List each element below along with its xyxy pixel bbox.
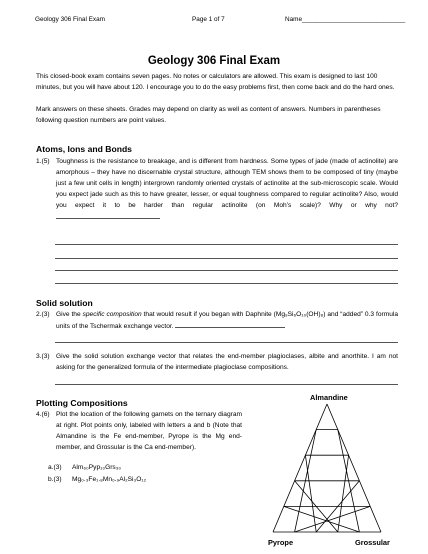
question-2-text: Give the specific composition that would result if you began with Daphnite (Mg₉Si₆O₁₀(OH)₈) and “added” 0.3 formula units of the Tschermak exchange vector.	[56, 311, 398, 331]
ternary-gridline	[338, 455, 349, 532]
question-2-emphasis: specific composition	[82, 311, 142, 318]
question-4b-formula: Mg₀.₃Fe₁.₈Mn₀.₉Al₂Si₃O₁₂	[72, 476, 147, 483]
question-3-text: Give the solid solution exchange vector that relates the end-member plagioclases, albite and anorthite. I am not asking for the generalized formula of the intermediate plagioclase compositions.	[56, 353, 398, 372]
ternary-label-grossular: Grossular	[355, 538, 390, 547]
section-heading-plotting: Plotting Compositions	[36, 398, 128, 408]
header-course: Geology 306 Final Exam	[35, 16, 105, 23]
ternary-edge-left	[273, 404, 327, 532]
ternary-label-almandine: Almandine	[310, 393, 348, 402]
question-4a-label: a.(3)	[48, 464, 62, 471]
question-2-number: 2.(3)	[36, 311, 50, 318]
question-4b-label: b.(3)	[48, 476, 62, 483]
header-page-number: Page 1 of 7	[192, 16, 225, 23]
intro-paragraph-1: This closed-book exam contains seven pages. No notes or calculators are allowed. This exam is designed to last 100 minutes, but you will have about 120. I encourage you to do the easy problems first, then come back and do the hard ones.	[36, 73, 395, 92]
question-1-text: Toughness is the resistance to breakage, and is different from hardness. Some types of jade (made of actinolite) are amorphous – they have no discernable crystal structure, although TEM shows them to be composed of tiny (maybe just a few unit cells in length) intergrown randomly oriented crystals of actinolite at the sub-microscopic scale. Would you expect jade such as this to have greater, lesser, or equal toughness compared to regular actinolite? Also, would you expect it to be harder than regular actinolite (on Moh’s scale)? Why or why not?	[56, 156, 398, 224]
section-heading-atoms: Atoms, Ions and Bonds	[36, 144, 132, 154]
question-1-number: 1.(5)	[36, 158, 50, 165]
daphnite-formula: Mg₉Si₆O₁₀(OH)₈	[275, 311, 324, 318]
question-4a-formula: Alm₆₀Pyp₁₀Grs₃₀	[72, 464, 122, 471]
page-title: Geology 306 Final Exam	[147, 55, 281, 67]
ternary-label-pyrope: Pyrope	[268, 538, 294, 547]
question-4-number: 4.(6)	[36, 411, 50, 418]
question-3-number: 3.(3)	[36, 353, 50, 360]
intro-paragraph-2: Mark answers on these sheets. Grades may depend on clarity as well as content of answers. Numbers in parentheses following question numbers are point values.	[36, 106, 381, 125]
ternary-gridline	[305, 455, 316, 532]
section-heading-solid-solution: Solid solution	[36, 298, 93, 308]
ternary-edge-right	[327, 404, 381, 532]
header-name-field[interactable]: Name_____________________________	[285, 16, 406, 23]
question-4-text: Plot the location of the following garnets on the ternary diagram at right. Plot points only, labeled with letters a and b (Note that Almandine is the Fe end-member, Pyrope is the Mg end-member, and Grossular is the Ca end-member).	[56, 411, 242, 452]
